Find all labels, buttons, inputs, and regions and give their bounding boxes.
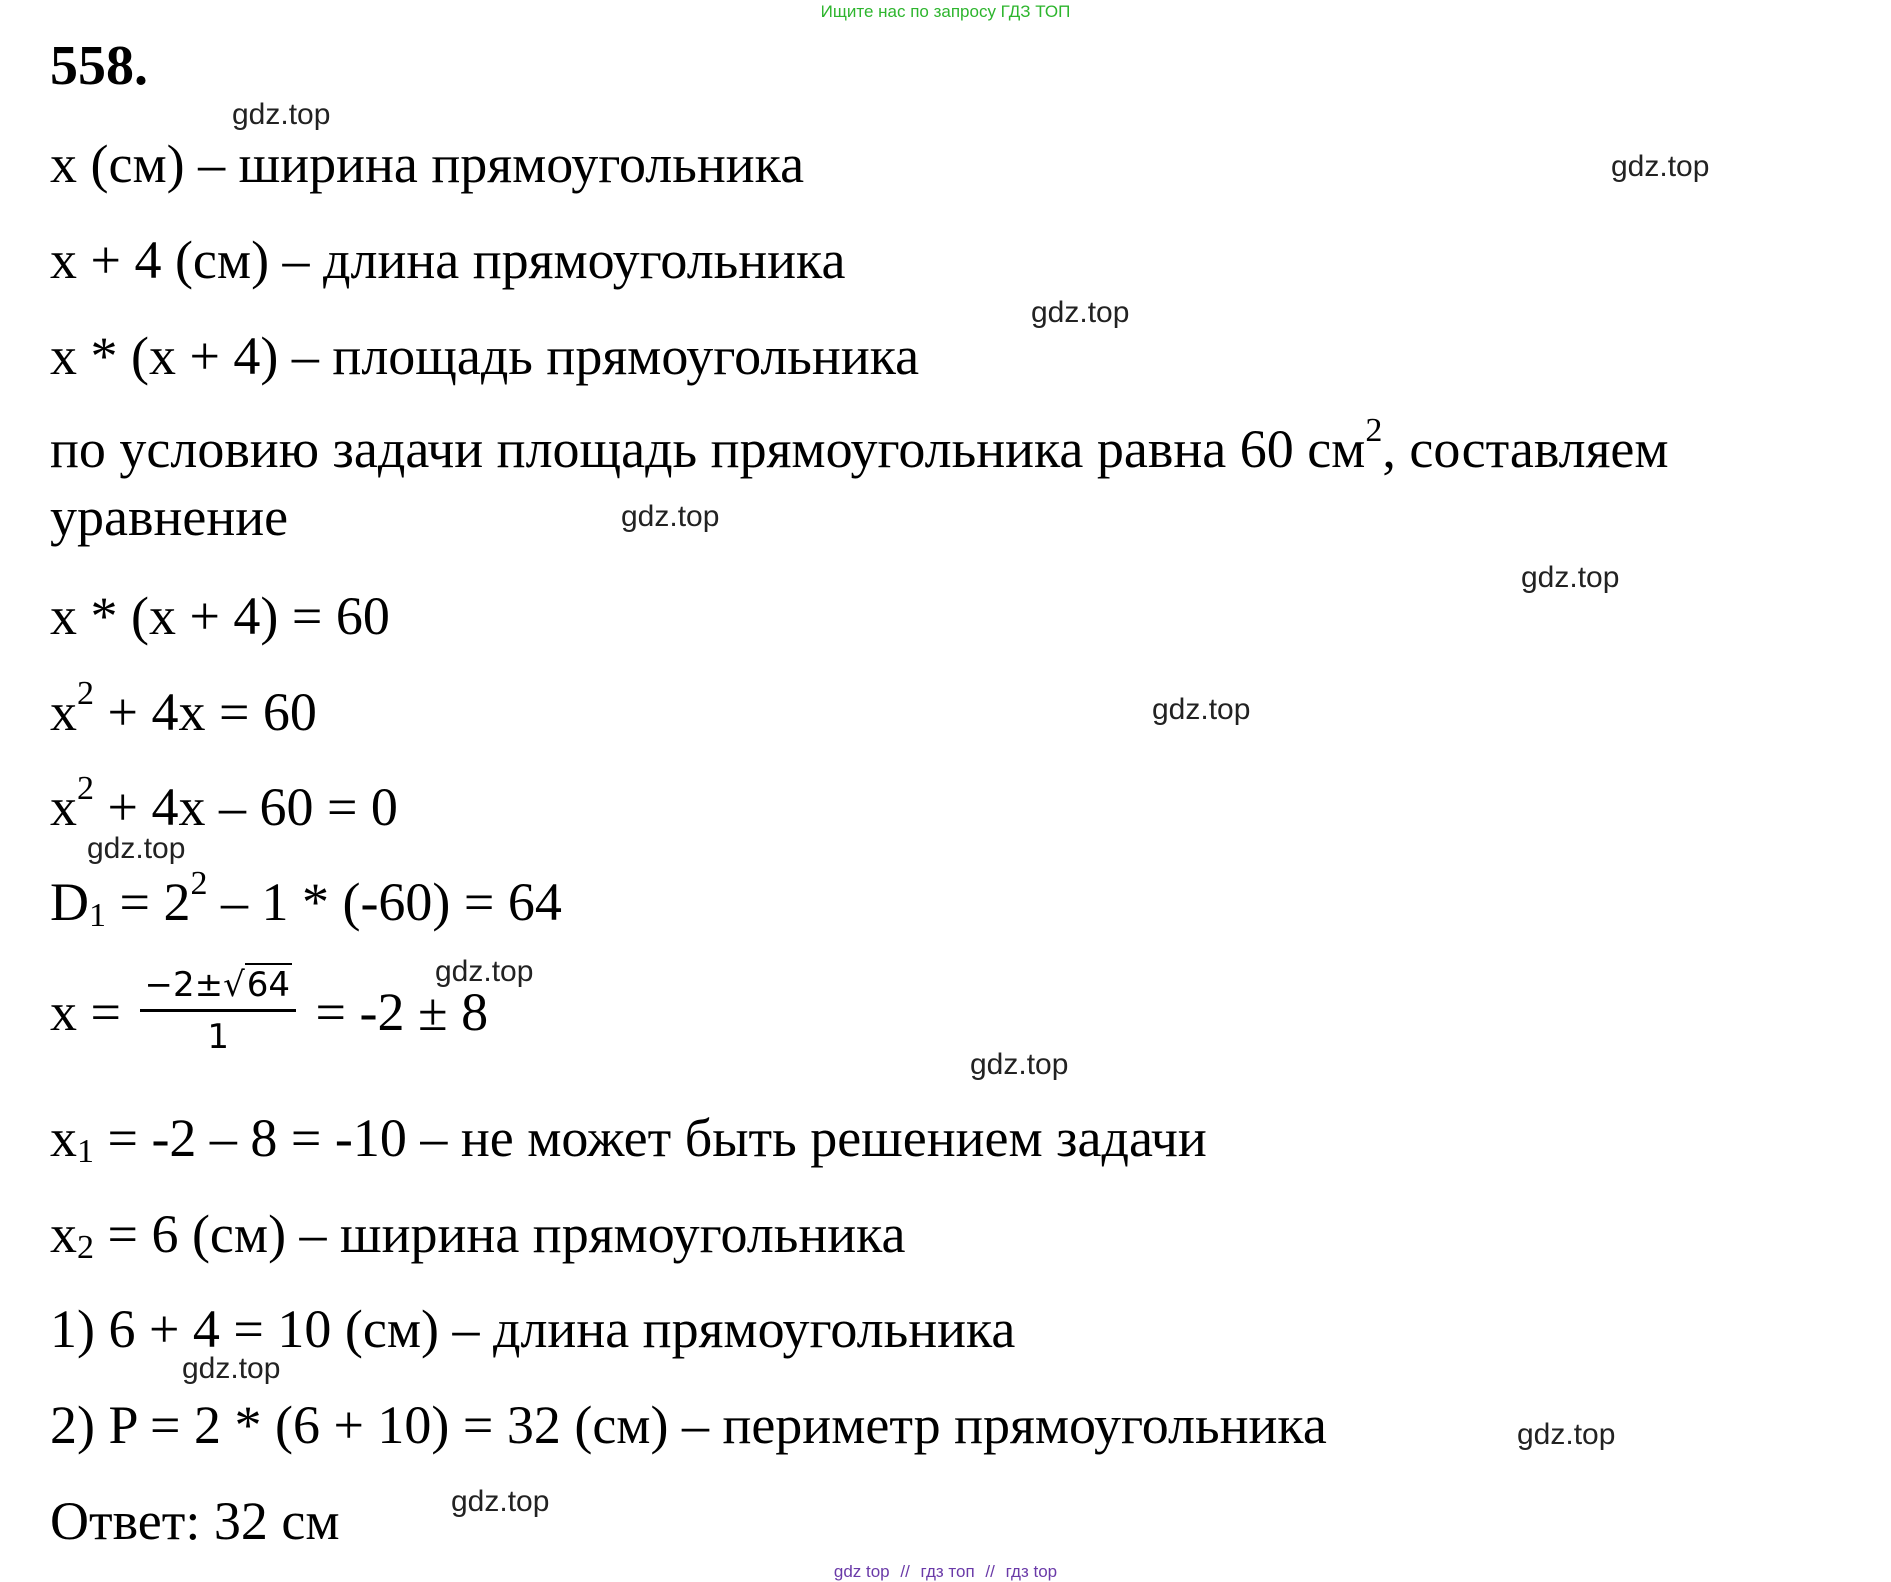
bottom-banner-c: гдз top	[1005, 1562, 1058, 1581]
line-width	[50, 133, 804, 195]
bottom-banner-a: gdz top	[833, 1562, 890, 1581]
step-2-text: 2) P = 2 * (6 + 10) = 32 (см) – периметр прямоугольника	[50, 1395, 1327, 1455]
root-1-sub: 1	[77, 1133, 94, 1170]
fraction-numerator	[140, 966, 296, 1012]
discriminant-sub: 1	[89, 897, 106, 934]
discriminant-rest: – 1 * (-60) = 64	[207, 872, 562, 932]
line-equation-2	[50, 675, 317, 743]
bottom-banner	[0, 1562, 1891, 1582]
watermark: gdz.top	[435, 955, 534, 988]
problem-number: 558.	[50, 35, 148, 97]
line-root-2	[50, 1203, 906, 1265]
condition-text-a: по условию задачи площадь прямоугольника равна 60 см	[50, 419, 1366, 479]
equation-2-sup: 2	[77, 675, 94, 712]
line-area	[50, 325, 919, 387]
bottom-banner-b: гдз топ	[920, 1562, 975, 1581]
numerator-prefix: −2±	[144, 965, 224, 1005]
bottom-banner-sep: //	[900, 1562, 910, 1581]
fraction-denominator: 1	[207, 1017, 230, 1058]
discriminant-sup: 2	[190, 865, 208, 902]
watermark: gdz.top	[451, 1485, 550, 1518]
discriminant-eq: = 2	[106, 872, 191, 932]
watermark: gdz.top	[1031, 296, 1130, 329]
line-length-text: x + 4 (см) – длина прямоугольника	[50, 230, 846, 290]
condition-text-b: , составляем уравнение	[50, 419, 1669, 547]
answer-text: Ответ: 32 см	[50, 1491, 340, 1551]
line-roots-formula	[50, 965, 489, 1063]
watermark: gdz.top	[621, 500, 720, 533]
root-1-rest: = -2 – 8 = -10 – не может быть решением задачи	[94, 1108, 1207, 1168]
line-width-text: x (см) – ширина прямоугольника	[50, 134, 805, 194]
equation-3-rest: + 4x – 60 = 0	[94, 777, 398, 837]
top-banner: Ищите нас по запросу ГДЗ ТОП	[820, 2, 1071, 21]
step-1-text: 1) 6 + 4 = 10 (см) – длина прямоугольника	[50, 1299, 1016, 1359]
root-2-sub: 2	[77, 1229, 94, 1266]
watermark: gdz.top	[87, 832, 186, 865]
equation-2-rest: + 4x = 60	[94, 682, 317, 742]
sqrt-expression	[223, 963, 292, 1005]
root-1-x: x	[50, 1108, 77, 1168]
watermark: gdz.top	[232, 98, 331, 131]
sqrt-radicand: 64	[246, 965, 291, 1005]
roots-fraction	[140, 966, 296, 1057]
line-area-text: x * (x + 4) – площадь прямоугольника	[50, 326, 920, 386]
watermark: gdz.top	[1517, 1418, 1616, 1451]
root-2-x: x	[50, 1204, 77, 1264]
watermark: gdz.top	[1152, 693, 1251, 726]
line-length	[50, 229, 845, 291]
roots-x-eq: x =	[50, 981, 121, 1042]
line-step-1	[50, 1298, 1015, 1360]
line-answer	[50, 1490, 340, 1552]
bottom-banner-sep: //	[985, 1562, 995, 1581]
discriminant-d: D	[50, 872, 89, 932]
roots-result: = -2 ± 8	[315, 981, 489, 1042]
line-equation-1	[50, 585, 390, 647]
line-step-2	[50, 1394, 1327, 1456]
line-root-1	[50, 1107, 1207, 1169]
condition-sup: 2	[1365, 412, 1383, 449]
equation-2-x: x	[50, 682, 77, 742]
equation-1-text: x * (x + 4) = 60	[50, 586, 390, 646]
line-discriminant	[50, 865, 562, 934]
watermark: gdz.top	[1521, 561, 1620, 594]
equation-3-x: x	[50, 777, 77, 837]
watermark: gdz.top	[1611, 150, 1710, 183]
equation-3-sup: 2	[77, 770, 94, 807]
line-condition	[50, 412, 1850, 551]
watermark: gdz.top	[970, 1048, 1069, 1081]
root-2-rest: = 6 (см) – ширина прямоугольника	[94, 1204, 906, 1264]
sqrt-sign: √	[223, 965, 245, 1005]
watermark: gdz.top	[182, 1352, 281, 1385]
line-equation-3	[50, 770, 398, 838]
